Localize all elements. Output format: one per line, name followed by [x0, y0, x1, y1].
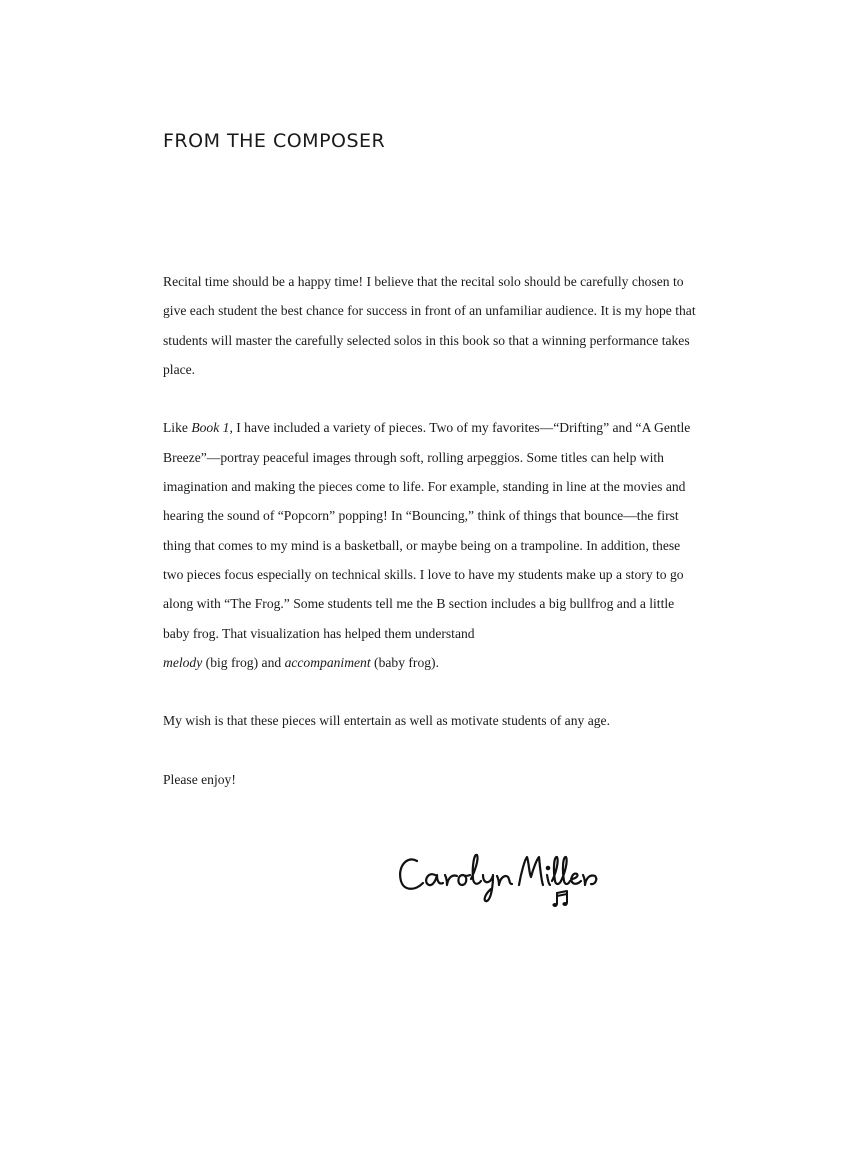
signature-image — [395, 845, 605, 915]
book-title: Book 1 — [191, 420, 230, 436]
page-title: FROM THE COMPOSER — [163, 130, 386, 152]
composer-note-body — [163, 267, 703, 824]
text-run: , I have included a variety of pieces. Two of my favorites—“Drifting” and “A Gentle Breeze”—portray peaceful images through soft, rolling arpeggios. Some titles can help with imagination and making the pieces come to life. For example, standing in line at the movies and hearing the sound of “Popcorn” popping! In “Bouncing,” think of things that bounce—the first thing that comes to my mind is a basketball, or maybe being on a trampoline. In addition, these two pieces focus especially on technical skills. I love to have my students make up a story to go along with “The Frog.” Some students tell me the B section includes a big bullfrog and a little baby frog. That visualization has helped them understand — [163, 420, 691, 641]
paragraph-wish: My wish is that these pieces will entertain as well as motivate students of any age. — [163, 713, 610, 729]
paragraph-recital: Recital time should be a happy time! I believe that the recital solo should be carefully chosen to give each student the best chance for success in front of an unfamiliar audience. It is my hope that students will master the carefully selected solos in this book so that a winning performance takes place. — [163, 274, 696, 377]
term-melody: melody — [163, 654, 203, 670]
paragraph-closing: Please enjoy! — [163, 772, 236, 788]
term-accompaniment: accompaniment — [284, 654, 371, 670]
text-run: (baby frog). — [370, 654, 439, 670]
text-run: (big frog) and — [202, 654, 285, 670]
text-run: Like — [163, 420, 192, 436]
paragraph-pieces — [163, 413, 703, 677]
